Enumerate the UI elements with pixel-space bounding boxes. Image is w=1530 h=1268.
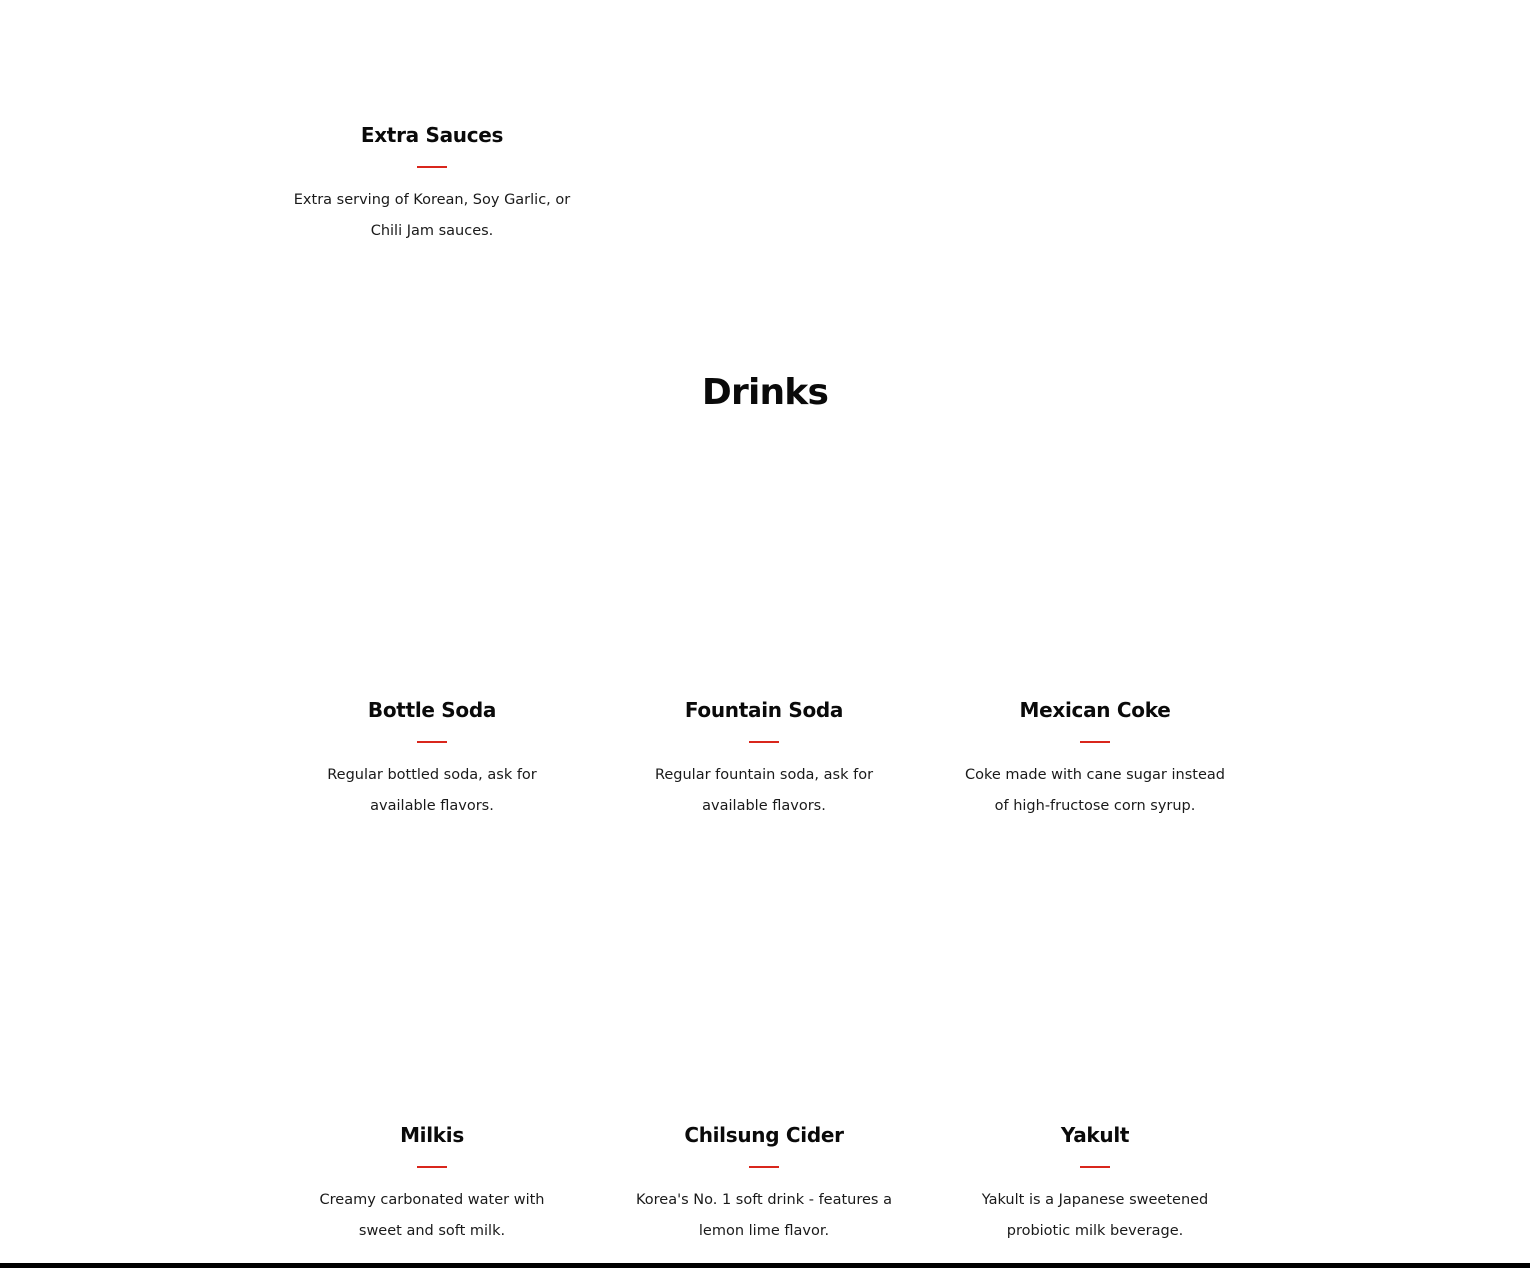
menu-item-title: Mexican Coke <box>1019 698 1171 722</box>
menu-item-description: Creamy carbonated water with sweet and soft milk. <box>319 1192 545 1239</box>
menu-item-chilsung-cider <box>614 1122 914 1247</box>
menu-item-fountain-soda <box>614 697 914 822</box>
menu-item-extra-sauces <box>282 122 582 247</box>
menu-item-bottle-soda <box>282 697 582 822</box>
menu-item-description: Regular bottled soda, ask for available flavors. <box>327 767 537 814</box>
menu-item-yakult <box>945 1122 1245 1247</box>
footer-bar <box>0 1263 1530 1268</box>
menu-item-title: Fountain Soda <box>684 698 844 722</box>
menu-item-title: Extra Sauces <box>360 123 504 147</box>
menu-item-description: Coke made with cane sugar instead of high-fructose corn syrup. <box>965 767 1225 814</box>
menu-item-divider <box>1080 1166 1110 1168</box>
menu-item-title: Chilsung Cider <box>684 1123 844 1147</box>
menu-item-divider <box>417 741 447 743</box>
menu-item-divider <box>417 166 447 168</box>
menu-item-description: Korea's No. 1 soft drink - features a lemon lime flavor. <box>636 1192 892 1239</box>
menu-item-divider <box>749 741 779 743</box>
menu-item-divider <box>417 1166 447 1168</box>
menu-item-mexican-coke <box>945 697 1245 822</box>
menu-item-divider <box>749 1166 779 1168</box>
menu-item-description: Extra serving of Korean, Soy Garlic, or Chili Jam sauces. <box>293 192 571 239</box>
menu-item-divider <box>1080 741 1110 743</box>
menu-item-description: Regular fountain soda, ask for available flavors. <box>654 767 874 814</box>
menu-item-title: Milkis <box>400 1123 464 1147</box>
menu-item-milkis <box>282 1122 582 1247</box>
menu-item-title: Yakult <box>1060 1123 1130 1147</box>
section-title-drinks: Drinks <box>701 372 829 413</box>
menu-item-description: Yakult is a Japanese sweetened probiotic milk beverage. <box>981 1192 1209 1239</box>
menu-item-title: Bottle Soda <box>367 698 497 722</box>
